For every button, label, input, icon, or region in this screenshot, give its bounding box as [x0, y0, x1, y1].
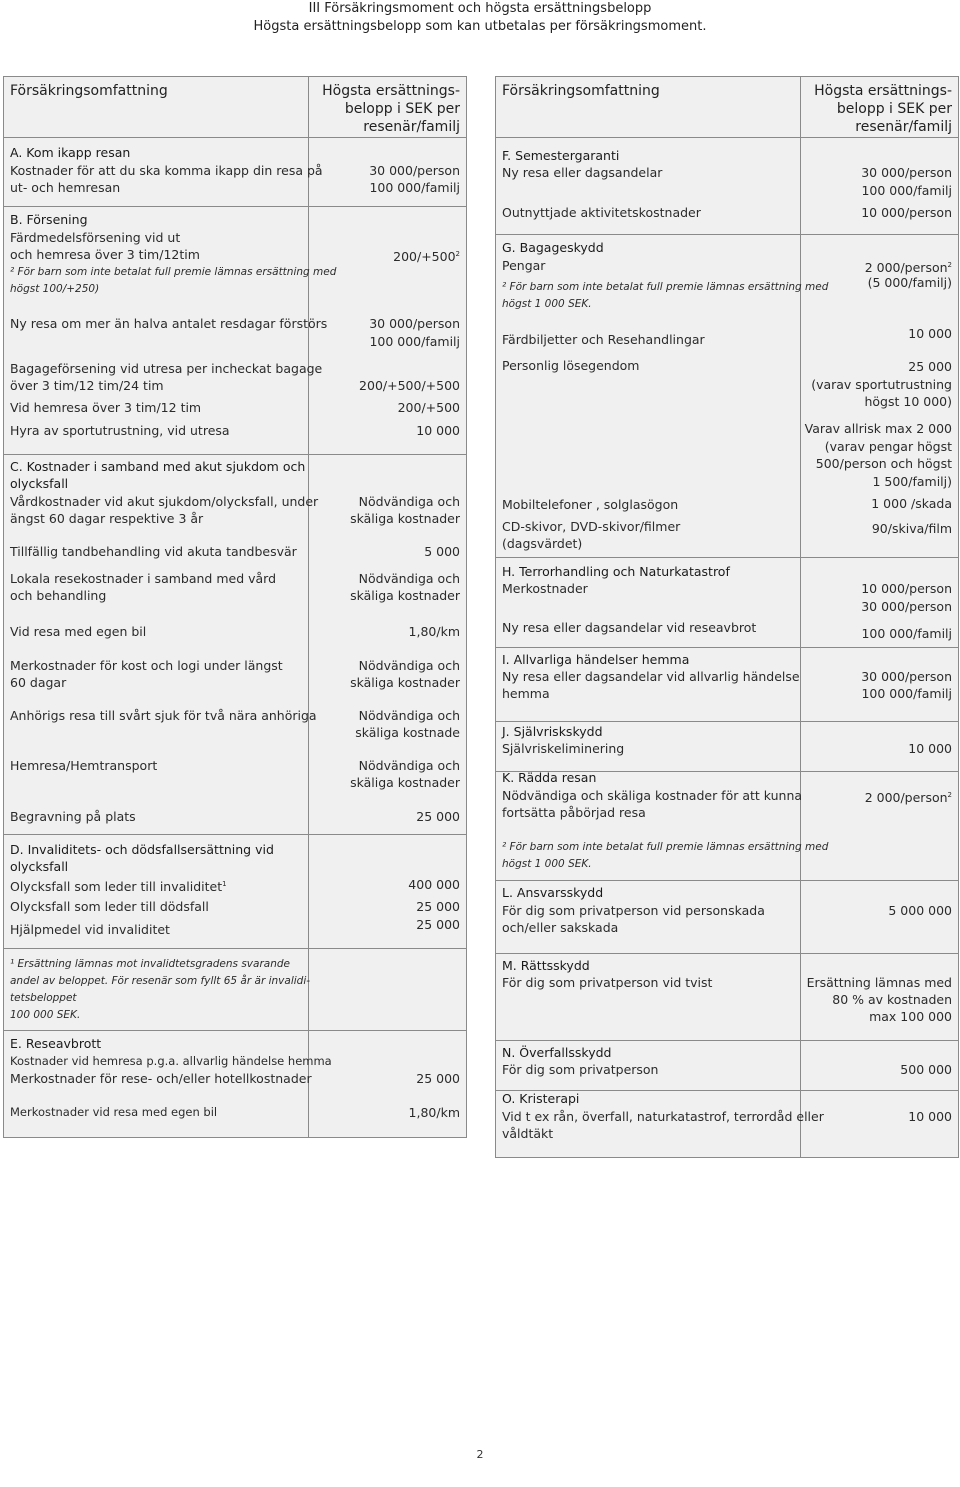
section-e-row2-value: 25 000	[416, 1071, 460, 1086]
section-c-row5-a: Merkostnader för kost och logi under längst	[10, 658, 283, 673]
section-b-note-1: ² För barn som inte betalat full premie lämnas ersättning med	[10, 266, 337, 278]
section-m-value-3: max 100 000	[869, 1009, 952, 1024]
section-l-title: L. Ansvarsskydd	[502, 885, 604, 900]
col-heading-amount-2: belopp i SEK per	[344, 101, 460, 117]
section-b-baggage-2: över 3 tim/12 tim/24 tim	[10, 378, 164, 393]
section-c-row6-value-2: skäliga kostnade	[355, 725, 460, 740]
section-b-rent-value: 10 000	[416, 423, 460, 438]
section-c-row3-value-2: skäliga kostnader	[350, 588, 460, 603]
section-h-row1-value-2: 30 000/person	[861, 599, 952, 614]
section-g-row5: Mobiltelefoner , solglasögon	[502, 497, 679, 512]
section-g-allrisk-4: 1 500/familj)	[872, 474, 952, 489]
section-j-value: 10 000	[908, 741, 952, 756]
section-o-row1-a: Vid t ex rån, överfall, naturkatastrof, terrordåd eller	[502, 1109, 824, 1124]
row-divider	[496, 234, 958, 235]
header-divider	[496, 137, 958, 138]
section-m-row1: För dig som privatperson vid tvist	[502, 975, 713, 990]
section-b-delay-1: Färdmedelsförsening vid ut	[10, 230, 181, 245]
section-m-title: M. Rättsskydd	[502, 958, 590, 973]
section-g-row1-value-2: (5 000/familj)	[867, 275, 952, 290]
section-d-row3: Hjälpmedel vid invaliditet	[10, 922, 170, 937]
section-c-row2-value: 5 000	[424, 544, 460, 559]
section-f-title: F. Semestergaranti	[502, 148, 620, 163]
section-d-row1-value: 400 000	[408, 877, 460, 892]
section-a-title: A. Kom ikapp resan	[10, 145, 131, 160]
section-c-row3-value-1: Nödvändiga och	[358, 571, 460, 586]
row-divider	[496, 557, 958, 558]
section-k-note-1: ² För barn som inte betalat full premie lämnas ersättning med	[502, 841, 829, 853]
section-g-row2-value: 10 000	[908, 326, 952, 341]
section-n-value: 500 000	[900, 1062, 952, 1077]
section-o-value: 10 000	[908, 1109, 952, 1124]
section-g-row3-value-2: (varav sportutrustning	[811, 377, 952, 392]
section-c-row8: Begravning på plats	[10, 809, 136, 824]
section-c-row3-a: Lokala resekostnader i samband med vård	[10, 571, 277, 586]
section-g-allrisk-2: (varav pengar högst	[824, 439, 952, 454]
section-c-row5-value-2: skäliga kostnader	[350, 675, 460, 690]
section-c-row1-b: ängst 60 dagar respektive 3 år	[10, 511, 204, 526]
section-b-baggage-1: Bagageförsening vid utresa per incheckat bagage	[10, 361, 323, 376]
section-h-row2: Ny resa eller dagsandelar vid reseavbrot	[502, 620, 757, 635]
section-g-allrisk-3: 500/person och högst	[815, 456, 952, 471]
delay-value-text: 200/+500	[393, 249, 456, 265]
section-c-row5-b: 60 dagar	[10, 675, 67, 690]
header-divider	[4, 137, 466, 138]
section-g-note-2: högst 1 000 SEK.	[502, 298, 592, 310]
section-k-row1-a: Nödvändiga och skäliga kostnader för att kunna	[502, 788, 803, 803]
section-d-row2-value: 25 000	[416, 899, 460, 914]
section-d-row1-footnote: 1	[222, 880, 227, 888]
section-e-row2: Merkostnader för rese- och/eller hotellkostnader	[10, 1071, 312, 1086]
section-m-value-2: 80 % av kostnaden	[832, 992, 952, 1007]
section-c-row6-value-1: Nödvändiga och	[358, 708, 460, 723]
section-c-row7-value-2: skäliga kostnader	[350, 775, 460, 790]
row-divider	[496, 880, 958, 881]
col-heading-amount-3: resenär/familj	[855, 119, 952, 135]
section-b-new-trip-value-2: 100 000/familj	[369, 334, 460, 349]
section-c-title-1: C. Kostnader i samband med akut sjukdom och	[10, 459, 306, 474]
section-b-baggage-value: 200/+500/+500	[359, 378, 460, 393]
section-d-title-2: olycksfall	[10, 859, 69, 874]
section-i-row1-a: Ny resa eller dagsandelar vid allvarlig händelse	[502, 669, 800, 684]
section-i-value-1: 30 000/person	[861, 669, 952, 684]
section-b-delay-2: och hemresa över 3 tim/12tim	[10, 247, 200, 262]
section-k-row1-b: fortsätta påbörjad resa	[502, 805, 646, 820]
section-d-note-3: tetsbeloppet	[10, 992, 77, 1004]
section-c-row1-value-1: Nödvändiga och	[358, 494, 460, 509]
money-value-text: 2 000/person	[864, 260, 948, 276]
page-header	[0, 0, 960, 36]
section-i-title: I. Allvarliga händelser hemma	[502, 652, 690, 667]
section-g-note-1: ² För barn som inte betalat full premie lämnas ersättning med	[502, 281, 829, 293]
section-c-row1-a: Vårdkostnader vid akut sjukdom/olycksfall, under	[10, 494, 319, 509]
section-k-value-footnote: 2	[947, 791, 952, 799]
row-divider	[496, 647, 958, 648]
section-k-title: K. Rädda resan	[502, 770, 597, 785]
section-k-value	[865, 787, 952, 807]
section-g-row3: Personlig lösegendom	[502, 358, 640, 373]
section-i-row1-b: hemma	[502, 686, 550, 701]
col-heading-coverage: Försäkringsomfattning	[502, 83, 660, 99]
section-j-title: J. Självriskskydd	[502, 724, 603, 739]
row-divider	[4, 834, 466, 835]
section-e-row1: Kostnader vid hemresa p.g.a. allvarlig händelse hemma	[10, 1054, 332, 1068]
header-line-2: Högsta ersättningsbelopp som kan utbetalas per försäkringsmoment.	[253, 19, 707, 34]
section-b-home: Vid hemresa över 3 tim/12 tim	[10, 400, 202, 415]
section-d-row1-text: Olycksfall som leder till invaliditet	[10, 879, 223, 895]
section-c-row8-value: 25 000	[416, 809, 460, 824]
section-c-row1-value-2: skäliga kostnader	[350, 511, 460, 526]
row-divider	[4, 948, 466, 949]
section-h-row1-value-1: 10 000/person	[861, 581, 952, 596]
section-h-title: H. Terrorhandling och Naturkatastrof	[502, 564, 730, 579]
section-o-title: O. Kristerapi	[502, 1091, 580, 1106]
section-i-value-2: 100 000/familj	[861, 686, 952, 701]
section-c-row7-value-1: Nödvändiga och	[358, 758, 460, 773]
section-h-row1: Merkostnader	[502, 581, 588, 596]
section-g-row6-b: (dagsvärdet)	[502, 536, 583, 551]
section-c-row3-b: och behandling	[10, 588, 107, 603]
section-c-row7: Hemresa/Hemtransport	[10, 758, 158, 773]
section-c-row4-value: 1,80/km	[408, 624, 460, 639]
col-heading-amount-1: Högsta ersättnings-	[814, 83, 952, 99]
section-c-row6: Anhörigs resa till svårt sjuk för två nära anhöriga	[10, 708, 317, 723]
section-g-row1: Pengar	[502, 258, 546, 273]
section-b-delay-value	[393, 246, 460, 266]
col-heading-amount-1: Högsta ersättnings-	[322, 83, 460, 99]
section-g-row3-value-3: högst 10 000)	[864, 394, 952, 409]
col-heading-coverage: Försäkringsomfattning	[10, 83, 168, 99]
section-c-title-2: olycksfall	[10, 476, 69, 491]
section-j-row1: Självriskeliminering	[502, 741, 625, 756]
section-l-row1-b: och/eller sakskada	[502, 920, 619, 935]
section-f-row2: Outnyttjade aktivitetskostnader	[502, 205, 701, 220]
section-f-row2-value: 10 000/person	[861, 205, 952, 220]
section-d-note-1: ¹ Ersättning lämnas mot invalidtetsgradens svarande	[10, 958, 290, 970]
row-divider	[4, 454, 466, 455]
section-d-note-2: andel av beloppet. För resenär som fyllt 65 år är invalidi-	[10, 975, 311, 987]
section-d-title-1: D. Invaliditets- och dödsfallsersättning vid	[10, 842, 274, 857]
section-b-title: B. Försening	[10, 212, 88, 227]
section-e-title: E. Reseavbrott	[10, 1036, 102, 1051]
section-k-value-text: 2 000/person	[864, 790, 948, 806]
column-divider	[800, 77, 801, 1157]
section-n-row1: För dig som privatperson	[502, 1062, 659, 1077]
right-table	[495, 76, 959, 1158]
section-a-value-2: 100 000/familj	[369, 180, 460, 195]
row-divider	[496, 953, 958, 954]
section-b-note-2: högst 100/+250)	[10, 283, 100, 295]
row-divider	[496, 1040, 958, 1041]
section-f-row1-value-2: 100 000/familj	[861, 183, 952, 198]
section-l-row1-a: För dig som privatperson vid personskada	[502, 903, 765, 918]
section-b-rent: Hyra av sportutrustning, vid utresa	[10, 423, 230, 438]
col-heading-amount-2: belopp i SEK per	[836, 101, 952, 117]
section-g-row6-value: 90/skiva/film	[871, 521, 952, 536]
section-b-home-value: 200/+500	[397, 400, 460, 415]
section-a-desc-1: Kostnader för att du ska komma ikapp din resa på	[10, 163, 323, 178]
section-b-new-trip-value-1: 30 000/person	[369, 316, 460, 331]
section-c-row4: Vid resa med egen bil	[10, 624, 147, 639]
row-divider	[496, 721, 958, 722]
section-m-value-1: Ersättning lämnas med	[806, 975, 952, 990]
section-d-row2: Olycksfall som leder till dödsfall	[10, 899, 209, 914]
page-number: 2	[476, 1448, 484, 1461]
section-e-row3: Merkostnader vid resa med egen bil	[10, 1105, 218, 1119]
section-e-row3-value: 1,80/km	[408, 1105, 460, 1120]
section-g-row5-value: 1 000 /skada	[871, 496, 952, 511]
header-line-1: III Försäkringsmoment och högsta ersättningsbelopp	[308, 1, 652, 16]
col-heading-amount-3: resenär/familj	[363, 119, 460, 135]
section-g-title: G. Bagageskydd	[502, 240, 604, 255]
section-f-row1: Ny resa eller dagsandelar	[502, 165, 663, 180]
section-g-row2: Färdbiljetter och Resehandlingar	[502, 332, 705, 347]
section-g-row6-a: CD-skivor, DVD-skivor/filmer	[502, 519, 681, 534]
row-divider	[4, 206, 466, 207]
row-divider	[4, 1030, 466, 1031]
section-h-row2-value: 100 000/familj	[861, 626, 952, 641]
money-value-footnote: 2	[947, 261, 952, 269]
section-g-row3-value-1: 25 000	[908, 359, 952, 374]
section-f-row1-value-1: 30 000/person	[861, 165, 952, 180]
section-c-row2: Tillfällig tandbehandling vid akuta tandbesvär	[10, 544, 297, 559]
section-n-title: N. Överfallsskydd	[502, 1045, 612, 1060]
delay-value-footnote: 2	[455, 250, 460, 258]
section-o-row1-b: våldtäkt	[502, 1126, 554, 1141]
section-c-row5-value-1: Nödvändiga och	[358, 658, 460, 673]
section-k-note-2: högst 1 000 SEK.	[502, 858, 592, 870]
section-d-row3-value: 25 000	[416, 917, 460, 932]
section-d-row1	[10, 876, 227, 896]
section-d-note-4: 100 000 SEK.	[10, 1009, 81, 1021]
section-g-allrisk-1: Varav allrisk max 2 000	[804, 421, 952, 436]
section-b-new-trip: Ny resa om mer än halva antalet resdagar förstörs	[10, 316, 328, 331]
section-a-value-1: 30 000/person	[369, 163, 460, 178]
section-a-desc-2: ut- och hemresan	[10, 180, 121, 195]
left-table	[3, 76, 467, 1138]
section-l-value: 5 000 000	[888, 903, 952, 918]
